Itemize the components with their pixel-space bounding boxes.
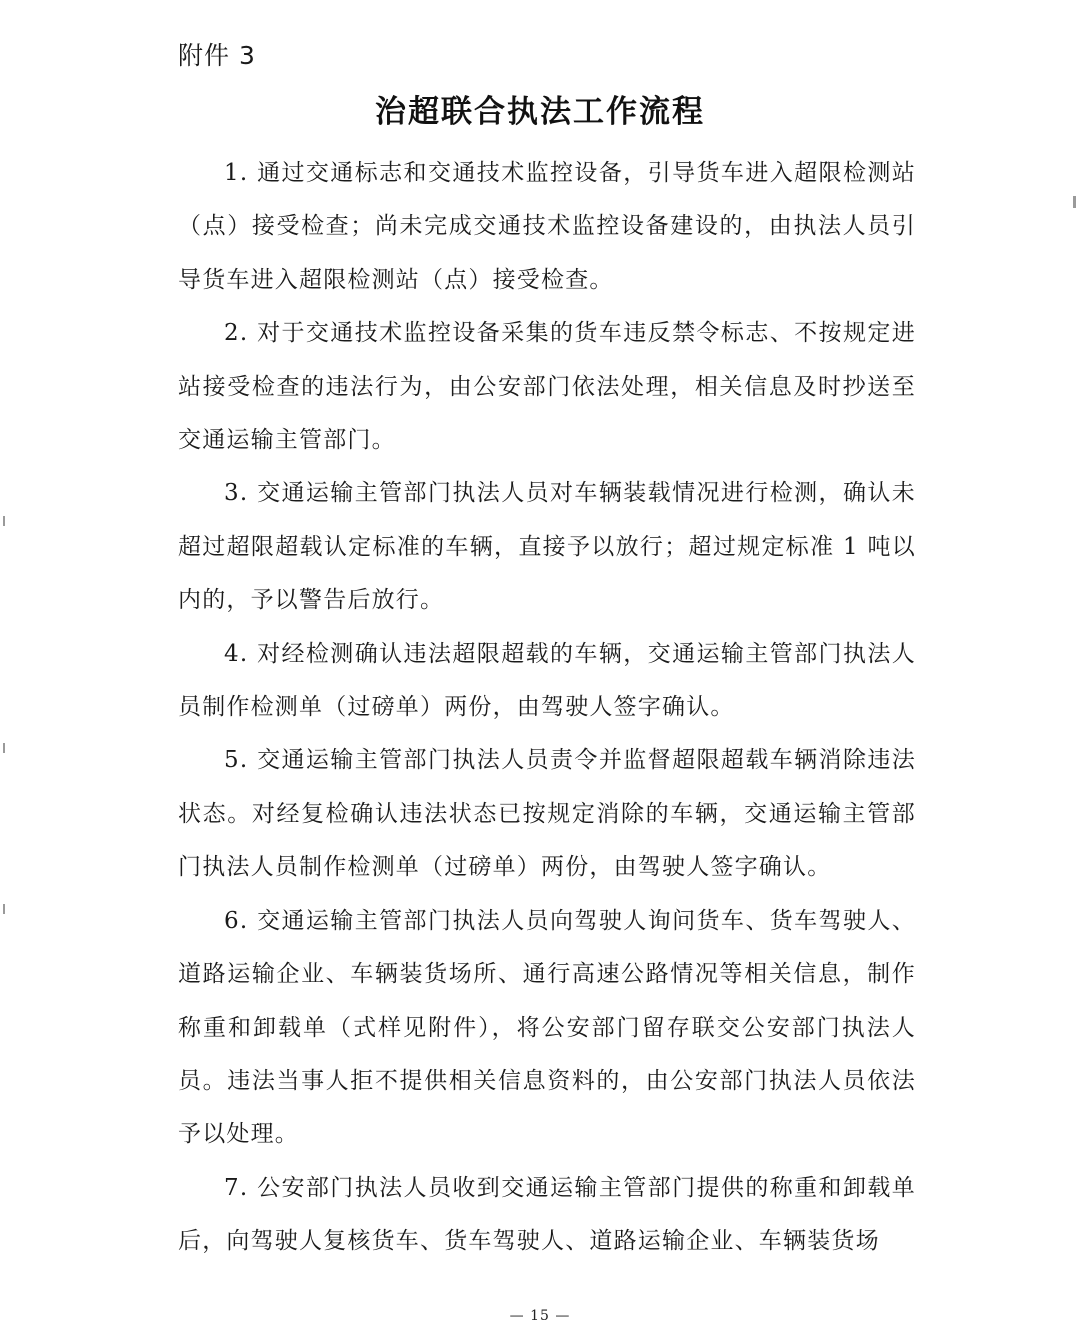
scan-mark (3, 904, 5, 914)
paragraph-4: 4. 对经检测确认违法超限超载的车辆，交通运输主管部门执法人员制作检测单（过磅单）两份，由驾驶人签字确认。 (178, 640, 916, 721)
paragraph-6: 6. 交通运输主管部门执法人员向驾驶人询问货车、货车驾驶人、道路运输企业、车辆装货场所、通行高速公路情况等相关信息，制作称重和卸载单（式样见附件），将公安部门留存联交公安部门执法人员。违法当事人拒不提供相关信息资料的，由公安部门执法人员依法予以处理。 (178, 907, 916, 1148)
scan-mark (3, 516, 5, 526)
paragraph-7: 7. 公安部门执法人员收到交通运输主管部门提供的称重和卸载单后，向驾驶人复核货车、货车驾驶人、道路运输企业、车辆装货场 (178, 1174, 916, 1255)
document-body (178, 147, 916, 1269)
scan-mark (3, 743, 5, 753)
paragraph-3: 3. 交通运输主管部门执法人员对车辆装载情况进行检测，确认未超过超限超载认定标准的车辆，直接予以放行；超过规定标准 1 吨以内的，予以警告后放行。 (178, 480, 916, 614)
paragraph-5: 5. 交通运输主管部门执法人员责令并监督超限超载车辆消除违法状态。对经复检确认违法状态已按规定消除的车辆，交通运输主管部门执法人员制作检测单（过磅单）两份，由驾驶人签字确认。 (178, 747, 916, 881)
document-title: 治超联合执法工作流程 (375, 94, 705, 130)
attachment-label: 附件 3 (178, 41, 256, 70)
paragraph-1: 1. 通过交通标志和交通技术监控设备，引导货车进入超限检测站（点）接受检查；尚未完成交通技术监控设备建设的，由执法人员引导货车进入超限检测站（点）接受检查。 (178, 160, 916, 293)
scan-mark (1073, 196, 1076, 208)
paragraph-2: 2. 对于交通技术监控设备采集的货车违反禁令标志、不按规定进站接受检查的违法行为，由公安部门依法处理，相关信息及时抄送至交通运输主管部门。 (178, 320, 916, 454)
page-number: — 15 — (509, 1308, 571, 1324)
